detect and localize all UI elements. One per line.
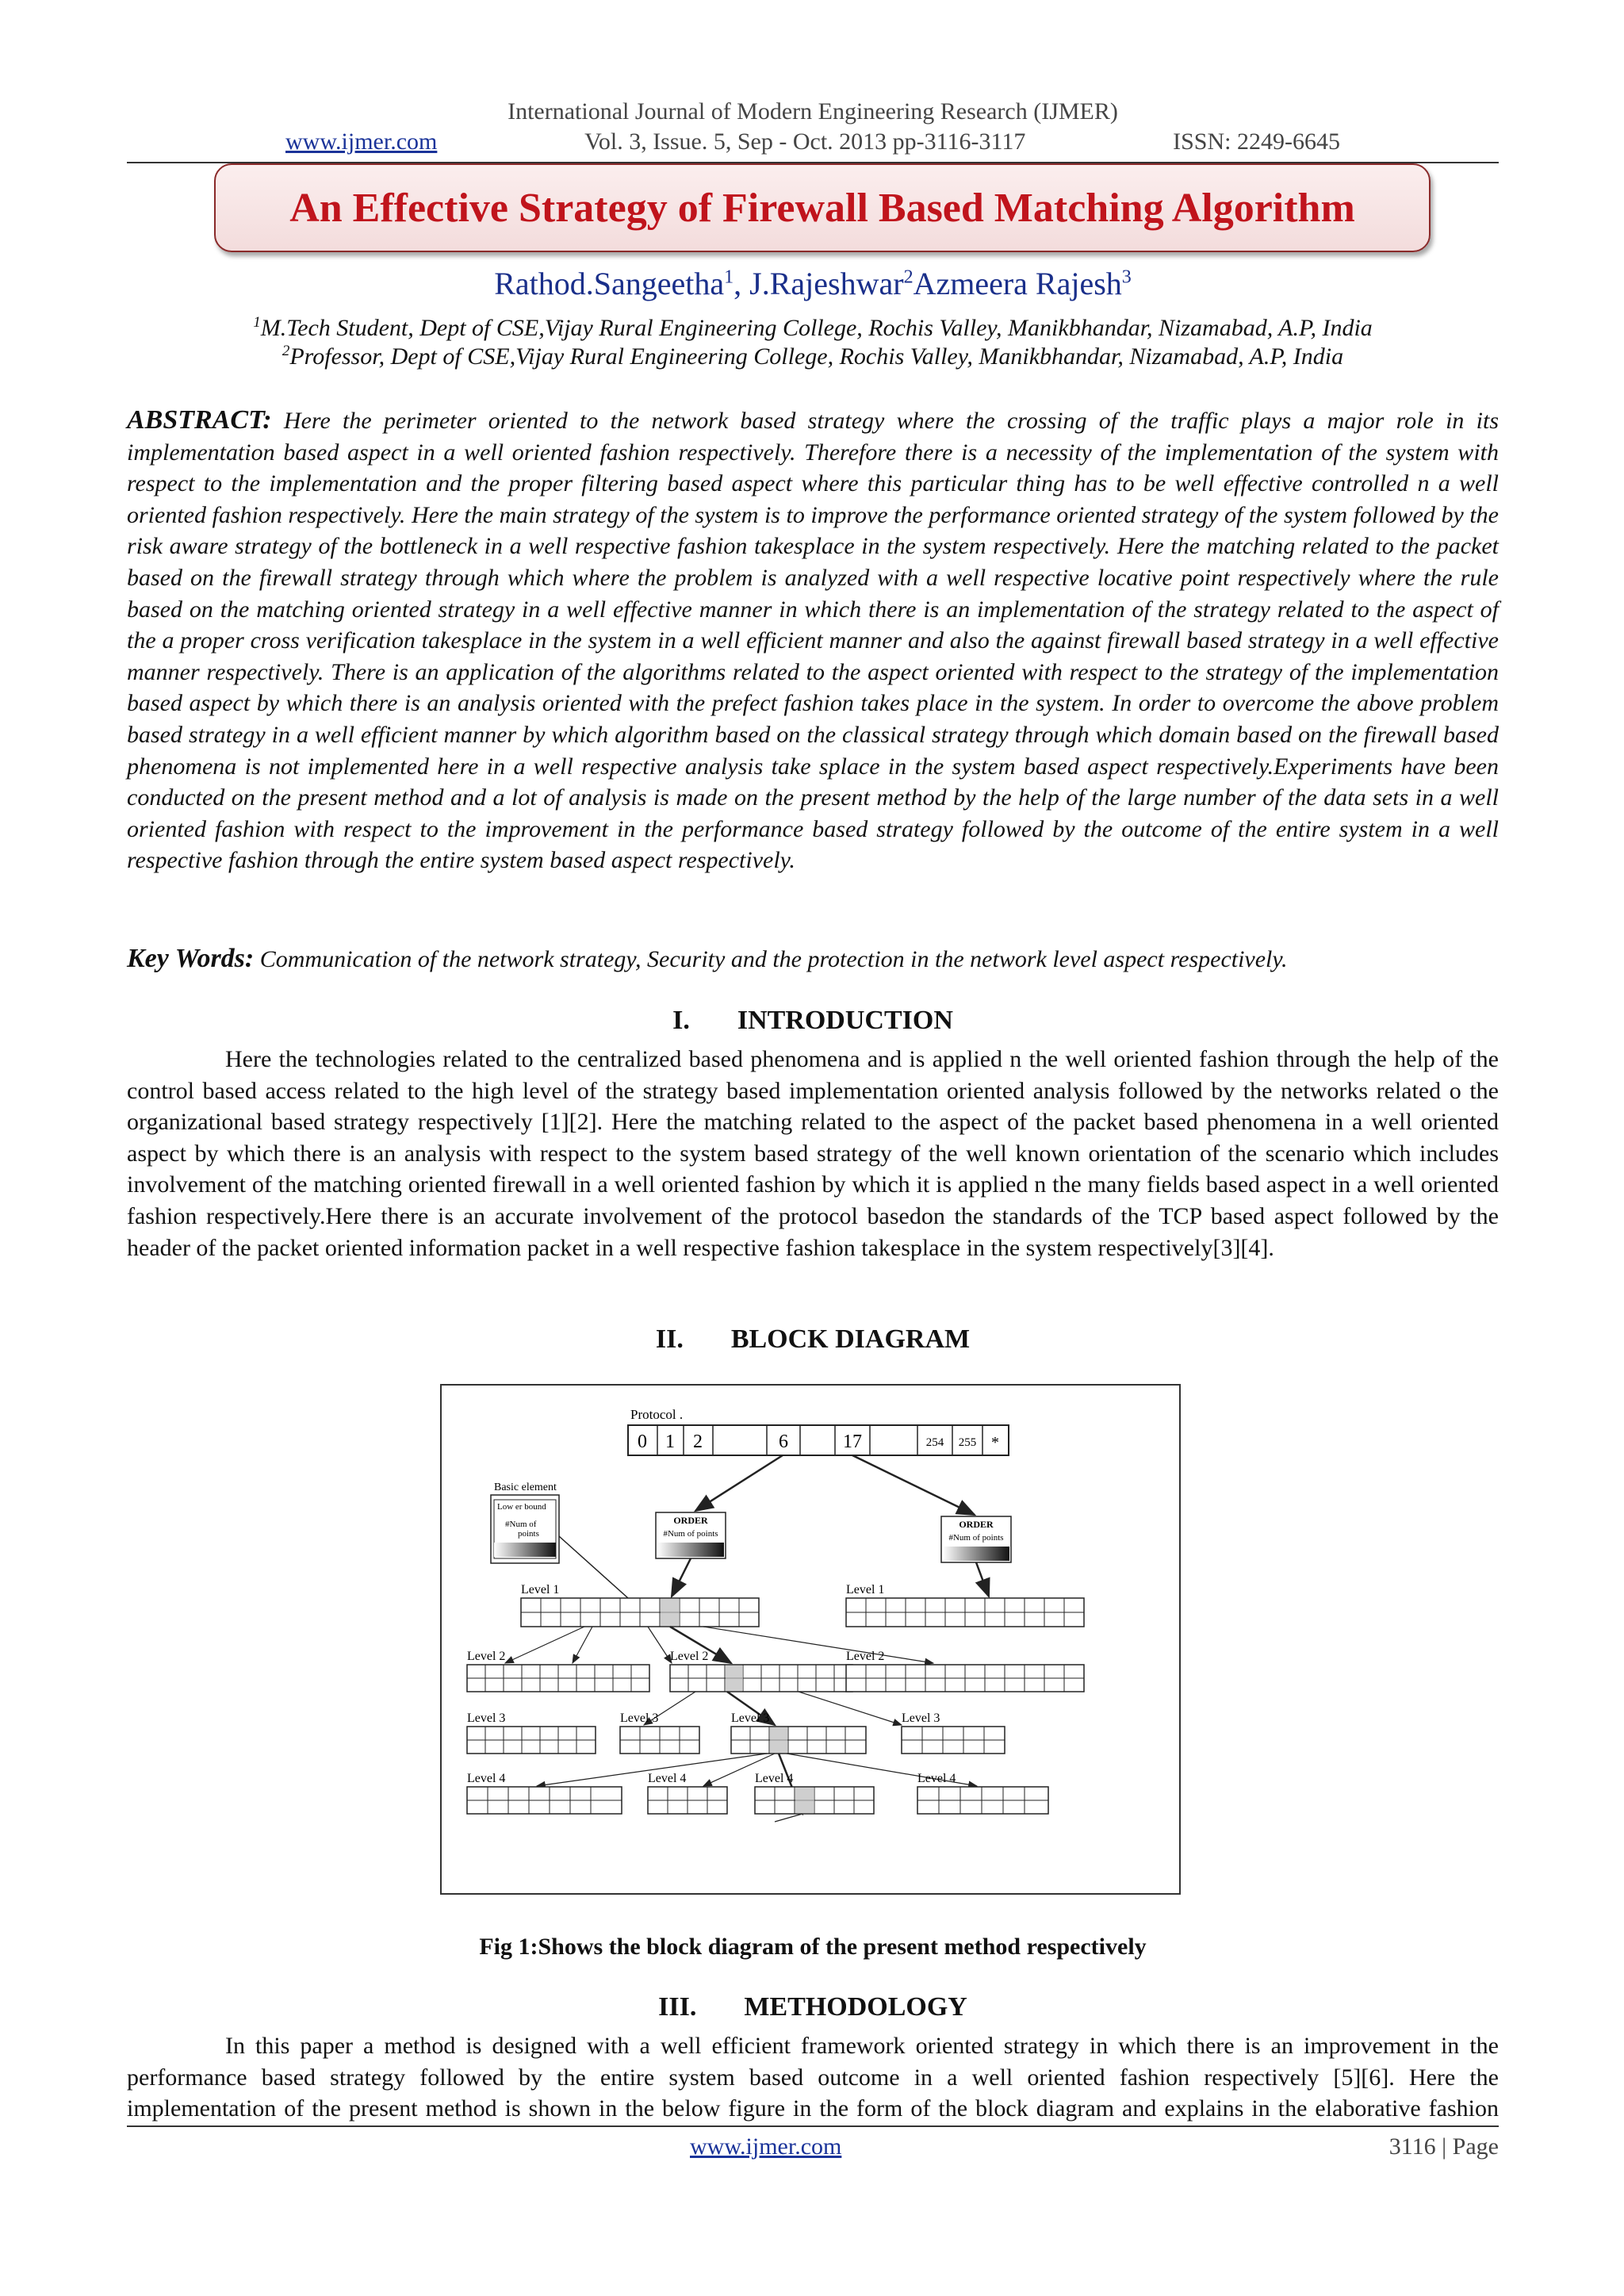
section-heading-block-diagram	[127, 1324, 1499, 1355]
affiliation-sup: 2	[282, 343, 290, 359]
paper-title: An Effective Strategy of Firewall Based Matching Algorithm	[289, 185, 1355, 231]
arrow	[799, 1692, 902, 1725]
order-sub: #Num of points	[663, 1529, 718, 1539]
protocol-cell: 0	[638, 1432, 647, 1452]
level-label: Level 1	[521, 1583, 560, 1596]
title-box	[214, 163, 1431, 252]
level-label: Level 2	[846, 1650, 885, 1663]
journal-name: International Journal of Modern Engineering Research (IJMER)	[508, 98, 1118, 125]
level-label: Level 3	[731, 1711, 770, 1725]
keywords-text: Communication of the network strategy, Security and the protection in the network level aspect respectively.	[259, 946, 1288, 972]
level-label: Level 3	[620, 1711, 659, 1725]
arrow	[695, 1455, 783, 1511]
basic-element-text: #Num of	[505, 1520, 537, 1529]
protocol-cell: 255	[958, 1436, 977, 1449]
row-highlight-cell	[661, 1599, 680, 1626]
level3-row-b	[620, 1727, 699, 1754]
protocol-cell: 6	[779, 1432, 788, 1452]
level2-row-c	[846, 1665, 1084, 1692]
level4-row-b	[648, 1787, 727, 1814]
introduction-text: Here the technologies related to the centralized based phenomena and is applied n the well oriented fashion through the help of the control based access related to the high level of the strategy based implementation oriented analysis followed by the networks related o the organizational based strategy respectively [1][2]. Here the matching related to the aspect of the packet based phenomena in a well oriented aspect by which there is an analysis with respect to the system based strategy of the well known orientation of the scenario which includes involvement of the matching oriented firewall in a well oriented fashion by which it is applied n the many fields based aspect in a well oriented fashion respectively.Here there is an accurate involvement of the protocol basedon the standards of the TCP based aspect followed by the header of the packet oriented information packet in a well respective fashion takesplace in the system respectively[3][4].	[127, 1046, 1499, 1261]
level-label: Level 1	[846, 1583, 885, 1596]
section-title: INTRODUCTION	[737, 1006, 953, 1035]
block-diagram	[442, 1386, 1179, 1893]
level3-row-c	[731, 1727, 866, 1754]
basic-element-text: points	[518, 1529, 539, 1539]
journal-meta-line	[127, 128, 1499, 155]
journal-issn: ISSN: 2249-6645	[1173, 128, 1340, 155]
level4-row-a	[467, 1787, 622, 1814]
section-heading-methodology	[127, 1992, 1499, 2022]
author-name: J.Rajeshwar	[749, 266, 904, 301]
author-sup: 3	[1121, 266, 1132, 288]
section-number: I.	[672, 1006, 690, 1035]
section-number: II.	[655, 1324, 684, 1354]
arrow	[775, 1814, 802, 1822]
journal-website-link[interactable]: www.ijmer.com	[285, 128, 438, 155]
protocol-cell: 17	[843, 1432, 862, 1452]
arrow	[976, 1562, 989, 1596]
row-highlight-cell	[726, 1665, 743, 1691]
level-label: Level 4	[917, 1772, 956, 1785]
row-highlight-cell	[795, 1788, 814, 1813]
protocol-cell: 1	[665, 1432, 675, 1452]
protocol-cell: 2	[693, 1432, 703, 1452]
level-label: Level 4	[755, 1772, 794, 1785]
order-gradient	[657, 1543, 724, 1557]
affiliation-1	[127, 314, 1499, 342]
footer-website-link[interactable]: www.ijmer.com	[690, 2133, 842, 2160]
abstract-label: ABSTRACT:	[127, 405, 272, 435]
level-label: Level 4	[648, 1772, 687, 1785]
level4-row-d	[917, 1787, 1048, 1814]
level-label: Level 2	[467, 1650, 506, 1663]
order-gradient	[943, 1547, 1009, 1561]
arrow	[703, 1627, 933, 1663]
level2-row-b	[670, 1665, 852, 1692]
arrow	[648, 1627, 672, 1663]
row-highlight-cell	[770, 1727, 787, 1753]
level3-row-a	[467, 1727, 596, 1754]
section-heading-introduction	[127, 1006, 1499, 1036]
level1-right-row	[846, 1598, 1084, 1627]
section-number: III.	[658, 1992, 697, 2022]
arrow	[672, 1558, 691, 1596]
affiliation-text: M.Tech Student, Dept of CSE,Vijay Rural Engineering College, Rochis Valley, Manikbhandar, Nizamabad, A.P, India	[260, 315, 1373, 341]
footer-rule	[127, 2125, 1499, 2127]
journal-volume: Vol. 3, Issue. 5, Sep - Oct. 2013 pp-3116-3117	[584, 128, 1026, 155]
arrow	[852, 1455, 975, 1515]
order-label: ORDER	[673, 1515, 708, 1526]
abstract	[127, 404, 1499, 876]
block-diagram-figure	[440, 1384, 1181, 1895]
affiliation-text: Professor, Dept of CSE,Vijay Rural Engineering College, Rochis Valley, Manikbhandar, Nizamabad, A.P, India	[289, 343, 1344, 370]
affiliation-2	[127, 343, 1499, 370]
protocol-row	[628, 1425, 1009, 1455]
protocol-cell: *	[991, 1434, 999, 1451]
section-title: METHODOLOGY	[744, 1992, 967, 2022]
arrow	[573, 1627, 592, 1663]
affiliation-sup: 1	[253, 314, 261, 331]
level-label: Level 2	[670, 1650, 709, 1663]
arrow	[559, 1536, 628, 1598]
basic-element-text: Low er bound	[497, 1502, 546, 1512]
level4-row-c	[755, 1787, 874, 1814]
level-label: Level 3	[467, 1711, 506, 1725]
level2-row-a	[467, 1665, 649, 1692]
basic-element-gradient	[494, 1543, 556, 1557]
protocol-label: Protocol .	[630, 1407, 684, 1422]
methodology-text: In this paper a method is designed with a well efficient framework oriented strategy in which there is an improvement in the performance based strategy followed by the entire system based outcome in a well oriented fashion respectively [5][6]. Here the implementation of the present method is shown in the below figure in the form of the block diagram and explains in the elaborative fashion	[127, 2033, 1499, 2122]
arrow	[505, 1627, 584, 1663]
author-name: Azmeera Rajesh	[913, 266, 1122, 301]
level1-left-row	[521, 1598, 759, 1627]
section-title: BLOCK DIAGRAM	[730, 1324, 971, 1354]
author-name: Rathod.Sangeetha	[494, 266, 725, 301]
level-label: Level 3	[902, 1711, 940, 1725]
author-sup: 1	[724, 266, 734, 288]
order-sub: #Num of points	[948, 1533, 1004, 1543]
protocol-cell: 254	[925, 1436, 944, 1449]
figure-caption: Fig 1:Shows the block diagram of the present method respectively	[479, 1934, 1147, 1960]
order-label: ORDER	[959, 1519, 994, 1530]
basic-element-label: Basic element	[494, 1481, 557, 1493]
abstract-text: Here the perimeter oriented to the network based strategy where the crossing of the traffic plays a major role in its implementation based aspect in a well oriented fashion respectively. Therefore there is a necessity of the implementation of the system with respect to the implementation and the proper filtering based aspect where this particular thing has to be well effective controlled n a well oriented fashion respectively. Here the main strategy of the system is to improve the performance oriented strategy of the system followed by the risk aware strategy of the bottleneck in a well respective fashion takesplace in the system respectively. Here the matching related to the packet based on the firewall strategy through which where the problem is analyzed with a well respective locative point respectively where the rule based on the matching oriented strategy in a well effective manner in which there is an implementation of the strategy related to the aspect of the a proper cross verification takesplace in the system in a well efficient manner and also the against firewall based strategy in a well effective manner respectively. There is an application of the algorithms related to the aspect oriented with respect to the strategy of the implementation based aspect by which there is an analysis oriented with the prefect fashion takes place in the system. In order to overcome the above problem based strategy in a well efficient manner by which algorithm based on the classical strategy through which domain based on the firewall based phenomena is not implemented here in a well respective analysis take splace in the system based aspect respectively.Experiments have been conducted on the present method and a lot of analysis is made on the present method by the help of the large number of the data sets in a well oriented fashion with respect to the improvement in the performance based strategy followed by the outcome of the entire system in a well respective fashion through the entire system based aspect respectively.	[127, 408, 1500, 874]
level3-row-d	[902, 1727, 1005, 1754]
author-separator: ,	[733, 266, 750, 301]
author-line	[127, 265, 1499, 302]
page-number: 3116 | Page	[1388, 2133, 1499, 2160]
level-label: Level 4	[467, 1772, 506, 1785]
keywords-label: Key Words:	[127, 944, 255, 973]
protocol-row-box	[628, 1425, 1009, 1455]
keywords	[127, 944, 1499, 974]
author-sup: 2	[903, 266, 914, 288]
